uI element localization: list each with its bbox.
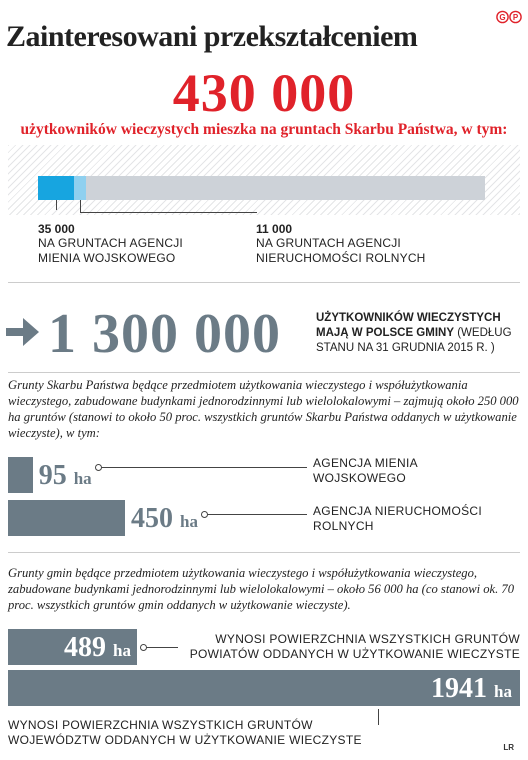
gminy-caption-bold: UŻYTKOWNIKÓW WIECZYSTYCH MAJĄ W POLSCE GMINY	[316, 312, 501, 339]
label-amw-2: WOJSKOWEGO	[313, 471, 406, 485]
stacked-text-anr-2: NIERUCHOMOŚCI ROLNYCH	[256, 251, 426, 265]
label-wojewodztwa	[8, 718, 362, 748]
paragraph-gminy: Grunty gmin będące przedmiotem użytkowania wieczystego i współużytkowania wieczystego, zabudowane budynkami jednorodzinnymi lub wielolokalowymi – około 56 000 ha (co stanowi ok. 70 proc. wszystkich gruntów gmin oddanych w użytkowanie wieczyste).	[8, 566, 515, 612]
stacked-label-anr	[256, 222, 426, 266]
bar-value-wojewodztwa	[431, 675, 512, 706]
label-wojewodztwa-2: WOJEWÓDZTW ODDANYCH W UŻYTKOWANIE WIECZYSTE	[8, 733, 362, 747]
divider	[8, 282, 520, 283]
bar-value-wojewodztwa-number: 1941	[431, 673, 487, 704]
label-anr	[313, 504, 482, 534]
bar-value-powiaty	[64, 634, 131, 665]
bar-amw	[8, 457, 33, 493]
divider	[8, 372, 520, 373]
stacked-text-amw-1: NA GRUNTACH AGENCJI	[38, 236, 183, 250]
headline-value: 430 000	[172, 63, 356, 123]
connector-amw	[98, 467, 307, 468]
stacked-value-anr: 11 000	[256, 222, 293, 236]
connector-dot-anr	[201, 511, 208, 518]
leader-line-anr	[80, 200, 257, 213]
label-powiaty	[184, 632, 520, 662]
bar-value-anr-number: 450	[131, 503, 173, 534]
leader-line-amw	[56, 200, 57, 210]
label-anr-2: ROLNYCH	[313, 519, 374, 533]
gminy-caption-rest: (WEDŁUG STANU NA 31 GRUDNIA 2015 R. )	[316, 327, 512, 354]
stacked-value-amw: 35 000	[38, 222, 75, 236]
bar-value-wojewodztwa-unit: ha	[494, 682, 512, 701]
stacked-bar-segment-anr	[74, 176, 85, 200]
stacked-text-amw-2: MIENIA WOJSKOWEGO	[38, 251, 176, 265]
bar-anr	[8, 500, 125, 536]
bar-value-amw	[39, 462, 92, 493]
logo-text-g: G	[499, 13, 506, 22]
stacked-text-anr-1: NA GRUNTACH AGENCJI	[256, 236, 401, 250]
headline-subtitle: użytkowników wieczystych mieszka na gruntach Skarbu Państwa, w tym:	[20, 121, 508, 138]
author-credit: LR	[503, 743, 514, 752]
leader-line-wojewodztwa	[378, 709, 379, 725]
label-powiaty-1: WYNOSI POWIERZCHNIA WSZYSTKICH GRUNTÓW	[215, 632, 520, 646]
stacked-bar-total	[38, 176, 485, 200]
bar-value-anr-unit: ha	[180, 512, 198, 531]
bar-value-powiaty-unit: ha	[112, 641, 131, 660]
bar-value-powiaty-number: 489	[63, 632, 106, 663]
connector-anr	[204, 514, 307, 515]
gp-logo-icon	[496, 10, 522, 24]
stacked-label-amw	[38, 222, 183, 266]
connector-powiaty	[146, 647, 178, 648]
label-wojewodztwa-1: WYNOSI POWIERZCHNIA WSZYSTKICH GRUNTÓW	[8, 718, 313, 732]
gminy-value: 1 300 000	[48, 303, 281, 365]
connector-dot-powiaty	[140, 644, 147, 651]
divider	[8, 552, 520, 553]
paragraph-skarb-panstwa: Grunty Skarbu Państwa będące przedmiotem użytkowania wieczystego i współużytkowania wieczystego, zabudowane budynkami jednorodzinnymi lub wielolokalowymi – zajmują około 250 000 ha gruntów (stanowi to około 50 proc. wszystkich gruntów Skarbu Państwa oddanych w użytkowanie wieczyste), w tym:	[8, 378, 519, 440]
arrow-right-icon	[6, 316, 40, 348]
gminy-caption	[316, 311, 522, 356]
bar-value-amw-unit: ha	[73, 469, 92, 488]
stacked-bar-segment-amw	[38, 176, 74, 200]
connector-dot-amw	[95, 464, 102, 471]
bar-value-anr	[131, 505, 198, 536]
label-anr-1: AGENCJA NIERUCHOMOŚCI	[313, 504, 482, 518]
bar-value-amw-number: 95	[38, 460, 67, 491]
logo-text-p: P	[512, 13, 519, 22]
page-title: Zainteresowani przekształceniem	[6, 20, 418, 53]
label-amw-1: AGENCJA MIENIA	[313, 456, 418, 470]
label-amw	[313, 456, 418, 486]
label-powiaty-2: POWIATÓW ODDANYCH W UŻYTKOWANIE WIECZYSTE	[189, 647, 520, 661]
